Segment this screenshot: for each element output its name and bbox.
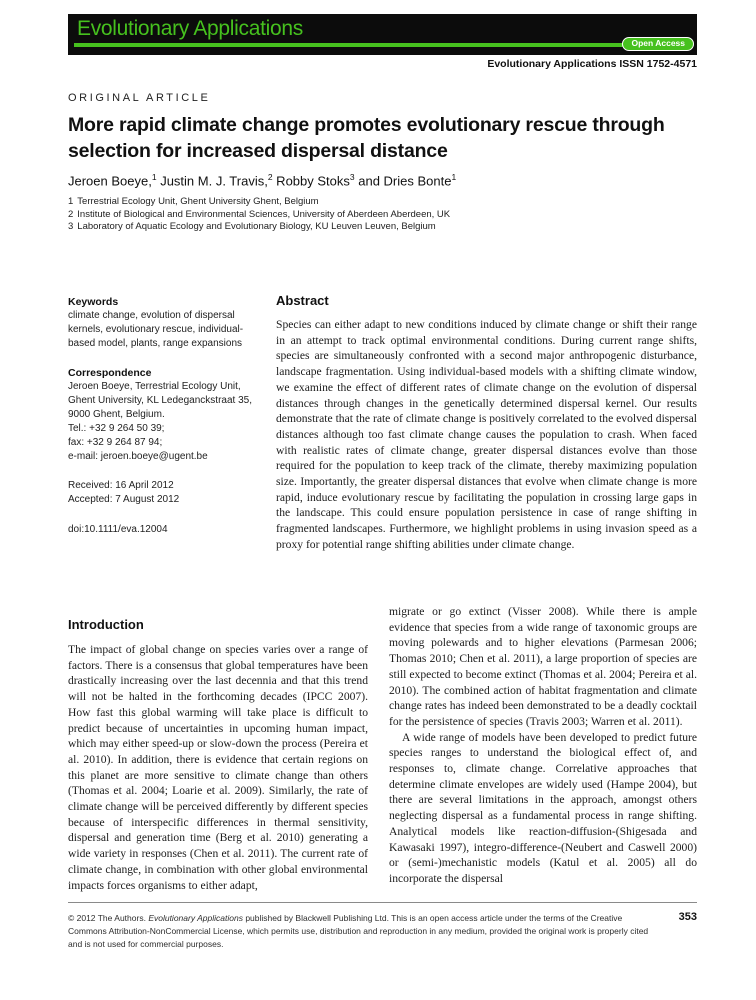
accepted-date: Accepted: 7 August 2012 xyxy=(68,494,180,505)
introduction-left-column xyxy=(68,604,368,893)
copyright-prefix: © 2012 The Authors. xyxy=(68,913,149,923)
abstract-text: Species can either adapt to new conditions induced by climate change or shift their range in an attempt to track optimal environmental conditions. During current range shifts, species are simultaneously confronted with a second major anthropogenic disturbance, landscape fragmentation. Using individual-based models with a shifting climate window, we examine the effect of different rates of climate change on the evolution of dispersal distances through changes in the genetically determined dispersal kernel. Our results demonstrate that the rate of climate change is positively correlated to the evolved dispersal distances although too fast climate change causes the population to crash. When faced with realistic rates of climate change, greater dispersal distances evolve than those required for the population to keep track of the climate, thereby maximizing population size. Importantly, the greater dispersal distances that evolve when climate change is more rapid, induce evolutionary rescue by facilitating the population in crossing large gaps in the landscape. This could ensure population persistence in case of range shifting in fragmented landscapes. Furthermore, we highlight problems in using invasion speed as a proxy for potential range shifting abilities under climate change. xyxy=(276,318,697,551)
banner-underline xyxy=(74,43,640,47)
article-title: More rapid climate change promotes evolutionary rescue through selection for increased dispersal distance xyxy=(68,114,665,162)
article-metadata-sidebar xyxy=(68,295,266,537)
doi-block xyxy=(68,523,266,537)
dates-block xyxy=(68,479,266,507)
affiliation-text: Terrestrial Ecology Unit, Ghent University Ghent, Belgium xyxy=(77,196,319,207)
author-affiliation-mark: 1 xyxy=(151,172,157,182)
abstract-heading: Abstract xyxy=(276,293,329,308)
copyright-body: published by Blackwell Publishing Ltd. This is an open access article under the terms of the Creative Commons Attribution-NonCommercial License, which permits use, distribution and reproduction in any medium, provided the original work is properly cited and is not used for commercial purposes. xyxy=(68,913,649,949)
copyright-journal-name: Evolutionary Applications xyxy=(148,913,243,923)
issn-line: Evolutionary Applications ISSN 1752-4571 xyxy=(487,58,697,70)
affiliation-item xyxy=(68,209,698,222)
affiliation-item xyxy=(68,221,698,234)
keywords-block xyxy=(68,295,266,351)
author-name: Robby Stoks xyxy=(272,173,350,189)
correspondence-tel: Tel.: +32 9 264 50 39; xyxy=(68,423,165,434)
correspondence-block xyxy=(68,366,266,464)
affiliation-text: Laboratory of Aquatic Ecology and Evolutionary Biology, KU Leuven Leuven, Belgium xyxy=(77,221,436,232)
affiliation-text: Institute of Biological and Environmental Sciences, University of Aberdeen Aberdeen, UK xyxy=(77,208,451,220)
author-name: Justin M. J. Travis, xyxy=(156,173,268,189)
author-affiliation-mark: 3 xyxy=(349,172,355,182)
footer-divider xyxy=(68,902,697,903)
author-affiliation-mark: 2 xyxy=(267,172,273,182)
article-type-label: ORIGINAL ARTICLE xyxy=(68,92,211,104)
correspondence-address: Jeroen Boeye, Terrestrial Ecology Unit, Ghent University, KL Ledeganckstraat 35, 9000 Ghent, Belgium. xyxy=(68,381,252,420)
abstract-section xyxy=(276,293,697,553)
correspondence-heading: Correspondence xyxy=(68,367,152,379)
received-date: Received: 16 April 2012 xyxy=(68,480,174,491)
affiliation-list xyxy=(68,196,698,234)
affiliation-number: 2 xyxy=(68,208,74,220)
open-access-badge: Open Access xyxy=(622,37,694,51)
introduction-paragraph: The impact of global change on species varies over a range of factors. There is a consensus that global temperatures have been drastically increasing over the last decennia and that this trend will not be halted in the forthcoming decades (IPCC 2007). How fast this global warming will take place is difficult to predict because of uncertainties in upcoming human impact, which may either speed-up or slow-down the process (Pereira et al. 2010). In addition, there is evidence that certain regions on this planet are more sensitive to climate change than others (Thomas et al. 2004; Loarie et al. 2009). Similarly, the rate of climate change will be perceived differently by different species because of interspecific differences in thermal sensitivity, dispersal and generation time (Berg et al. 2010) generating a wide variety in responses (Chen et al. 2011). The current rate of climate change, in combination with other global environmental impacts forces organisms to either adapt, xyxy=(68,643,368,892)
correspondence-fax: fax: +32 9 264 87 94; xyxy=(68,437,163,448)
introduction-heading: Introduction xyxy=(68,617,144,632)
introduction-paragraph: A wide range of models have been developed to predict future species ranges to understand the biological effect of, and responses to, climate change. Correlative approaches that determine climate envelopes are widely used (Hampe 2004), but there are several limitations in the approach, amongst others neglecting dispersal as a fundamental process in range shifting. Analytical models like reaction-diffusion-(Shigesada and Kawasaki 1997), integro-difference-(Neubert and Caswell 2000) or (semi-)mechanistic models (Katul et al. 2005) all do incorporate the dispersal xyxy=(389,730,697,885)
doi-text: doi:10.1111/eva.12004 xyxy=(68,524,168,535)
correspondence-email: e-mail: jeroen.boeye@ugent.be xyxy=(68,451,208,462)
author-name: Jeroen Boeye, xyxy=(68,173,152,189)
introduction-right-column xyxy=(389,604,697,893)
journal-name: Evolutionary Applications xyxy=(77,17,303,40)
copyright-notice xyxy=(68,912,660,951)
introduction-section xyxy=(68,604,697,893)
affiliation-number: 3 xyxy=(68,221,74,232)
author-affiliation-mark: 1 xyxy=(451,172,457,182)
introduction-paragraph: migrate or go extinct (Visser 2008). While there is ample evidence that species from a wide range of taxonomic groups are moving polewards and to higher elevations (Parmesan 2006; Thomas 2010; Chen et al. 2011), a large proportion of species are still expected to become extinct (Thomas et al. 2004; Pereira et al. 2010). The combined action of habitat fragmentation and climate change rates has indeed been demonstrated to be a deadly cocktail for the persistence of species (Travis 2003; Warren et al. 2011). xyxy=(389,605,697,728)
keywords-text: climate change, evolution of dispersal kernels, evolutionary rescue, individual-based model, plants, range expansions xyxy=(68,310,244,349)
keywords-heading: Keywords xyxy=(68,296,119,308)
affiliation-item xyxy=(68,196,698,209)
author-name: and Dries Bonte xyxy=(354,173,452,189)
journal-banner xyxy=(68,14,697,55)
affiliation-number: 1 xyxy=(68,196,74,207)
author-line xyxy=(68,172,698,188)
page-number: 353 xyxy=(678,911,697,923)
